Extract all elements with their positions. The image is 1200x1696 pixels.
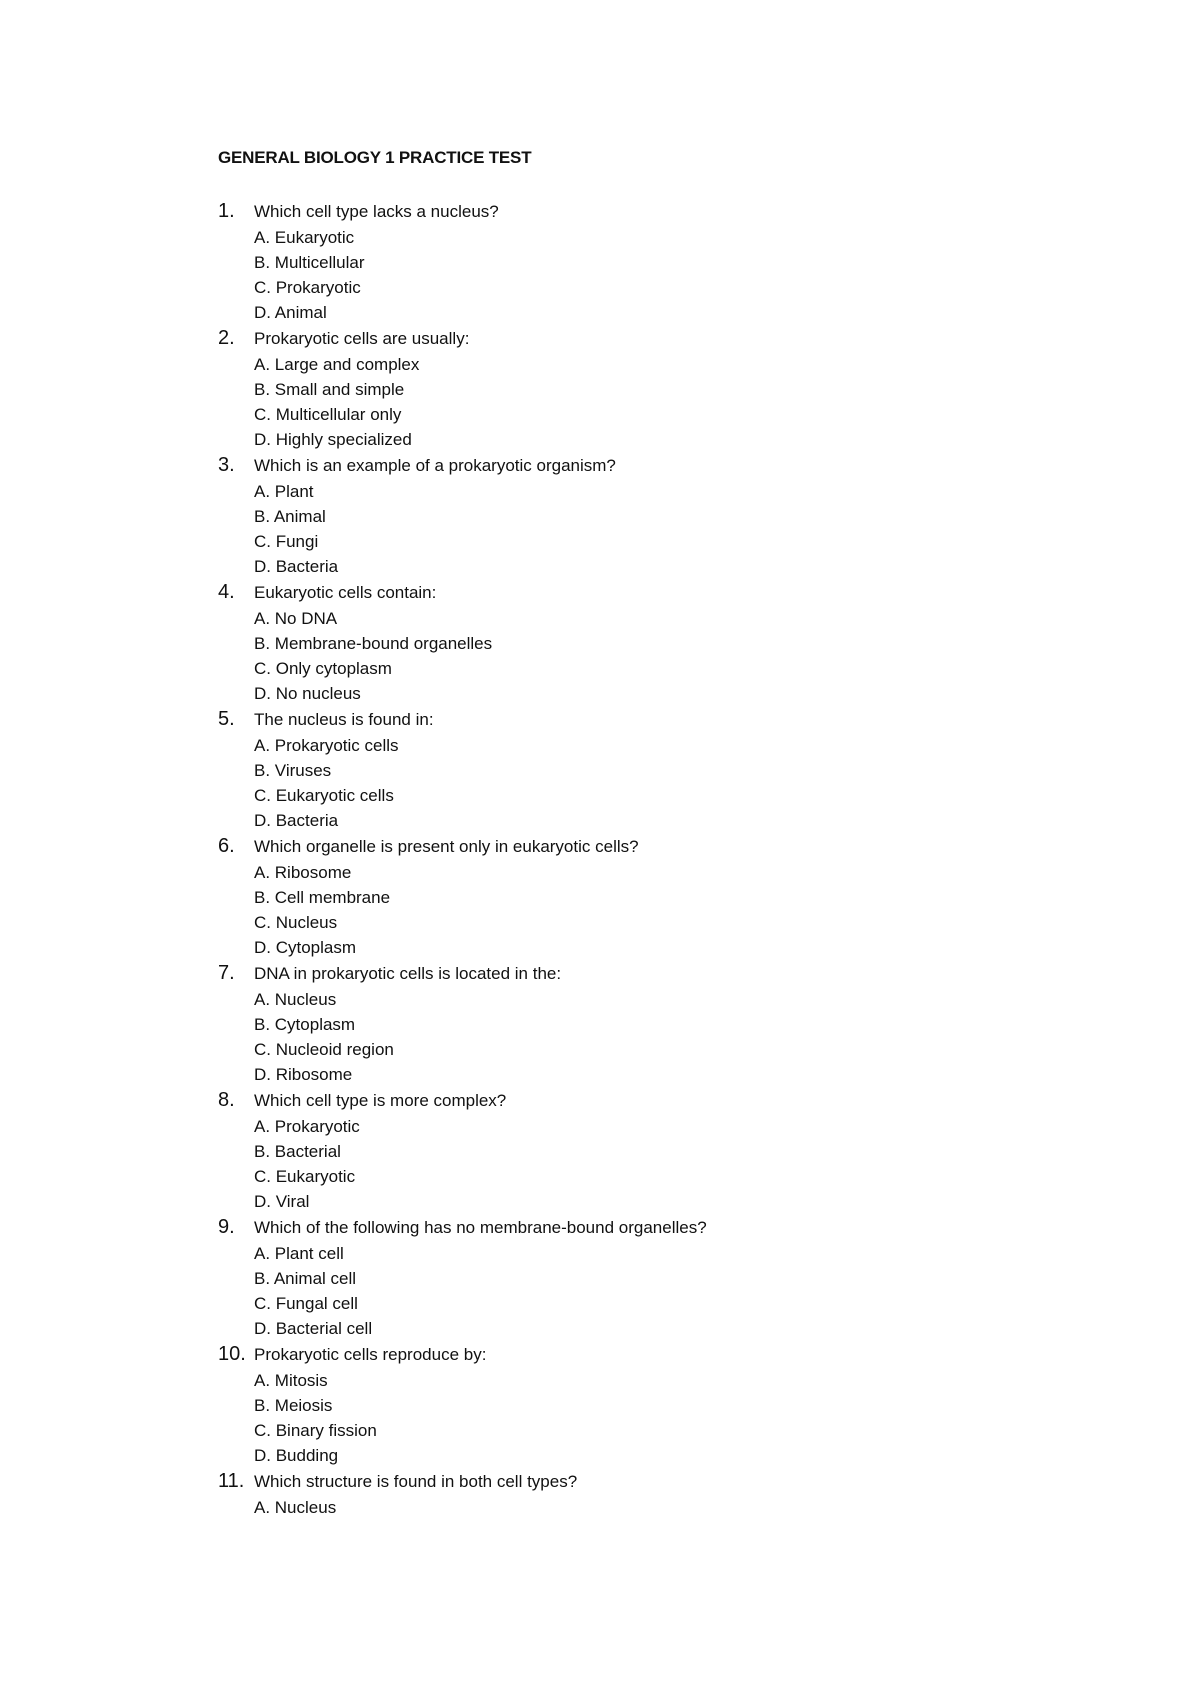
question-line: [218, 1468, 1118, 1495]
answer-option: D. Cytoplasm: [254, 938, 357, 957]
answer-option: D. No nucleus: [254, 684, 361, 703]
question-line: [218, 198, 1118, 225]
answer-option: C. Fungi: [254, 532, 319, 551]
answer-option: C. Fungal cell: [254, 1294, 358, 1313]
document-title: GENERAL BIOLOGY 1 PRACTICE TEST: [218, 148, 532, 167]
answer-option: C. Nucleoid region: [254, 1040, 394, 1059]
question-line: [218, 452, 1118, 479]
answer-option: C. Prokaryotic: [254, 278, 361, 297]
question-text: Which cell type lacks a nucleus?: [254, 202, 499, 221]
answer-option: A. No DNA: [254, 609, 338, 628]
answer-option: D. Animal: [254, 303, 327, 322]
answer-option: A. Prokaryotic cells: [254, 736, 399, 755]
question-number: 6.: [218, 835, 235, 857]
answer-option: B. Meiosis: [254, 1396, 333, 1415]
answer-option: B. Bacterial: [254, 1142, 341, 1161]
answer-option: B. Cell membrane: [254, 888, 391, 907]
question-item: [218, 1468, 1118, 1520]
question-line: [218, 579, 1118, 606]
question-item: [218, 960, 1118, 1087]
question-item: [218, 833, 1118, 960]
question-number: 9.: [218, 1216, 235, 1238]
answer-option: C. Eukaryotic: [254, 1167, 356, 1186]
question-number: 1.: [218, 200, 235, 222]
question-line: [218, 1341, 1118, 1368]
question-text: Which of the following has no membrane-bound organelles?: [254, 1218, 707, 1237]
question-text: Prokaryotic cells reproduce by:: [254, 1345, 487, 1364]
answer-option: C. Only cytoplasm: [254, 659, 392, 678]
question-number: 11.: [218, 1470, 245, 1492]
answer-option: B. Animal cell: [254, 1269, 357, 1288]
question-line: [218, 1087, 1118, 1114]
question-line: [218, 706, 1118, 733]
answer-option: B. Multicellular: [254, 253, 365, 272]
answer-option: B. Small and simple: [254, 380, 405, 399]
question-item: [218, 1087, 1118, 1214]
answer-option: C. Binary fission: [254, 1421, 377, 1440]
question-text: Prokaryotic cells are usually:: [254, 329, 470, 348]
answer-option: D. Bacterial cell: [254, 1319, 373, 1338]
question-text: Which structure is found in both cell types?: [254, 1472, 578, 1491]
answer-option: D. Highly specialized: [254, 430, 412, 449]
answer-option: D. Bacteria: [254, 811, 339, 830]
question-list: [218, 198, 1118, 1520]
question-text: Eukaryotic cells contain:: [254, 583, 437, 602]
question-item: [218, 198, 1118, 325]
question-number: 7.: [218, 962, 235, 984]
answer-option: B. Animal: [254, 507, 326, 526]
question-line: [218, 833, 1118, 860]
answer-option: A. Eukaryotic: [254, 228, 355, 247]
question-number: 8.: [218, 1089, 235, 1111]
answer-option: D. Budding: [254, 1446, 339, 1465]
question-text: The nucleus is found in:: [254, 710, 434, 729]
question-item: [218, 1214, 1118, 1341]
question-number: 10.: [218, 1343, 246, 1365]
answer-option: C. Multicellular only: [254, 405, 402, 424]
question-number: 5.: [218, 708, 235, 730]
question-text: DNA in prokaryotic cells is located in the:: [254, 964, 562, 983]
answer-option: C. Eukaryotic cells: [254, 786, 394, 805]
question-text: Which is an example of a prokaryotic organism?: [254, 456, 616, 475]
answer-option: D. Viral: [254, 1192, 310, 1211]
answer-option: D. Bacteria: [254, 557, 339, 576]
answer-option: A. Nucleus: [254, 1498, 337, 1517]
answer-option: A. Mitosis: [254, 1371, 328, 1390]
question-text: Which cell type is more complex?: [254, 1091, 507, 1110]
question-line: [218, 1214, 1118, 1241]
question-item: [218, 452, 1118, 579]
question-item: [218, 1341, 1118, 1468]
answer-option: B. Viruses: [254, 761, 332, 780]
answer-option: C. Nucleus: [254, 913, 338, 932]
question-item: [218, 706, 1118, 833]
answer-option: A. Nucleus: [254, 990, 337, 1009]
answer-option: D. Ribosome: [254, 1065, 353, 1084]
question-line: [218, 325, 1118, 352]
answer-option: A. Plant cell: [254, 1244, 344, 1263]
answer-option: A. Large and complex: [254, 355, 420, 374]
answer-option: B. Cytoplasm: [254, 1015, 356, 1034]
question-line: [218, 960, 1118, 987]
question-number: 3.: [218, 454, 235, 476]
question-number: 2.: [218, 327, 235, 349]
question-number: 4.: [218, 581, 235, 603]
answer-option: A. Plant: [254, 482, 314, 501]
question-item: [218, 325, 1118, 452]
answer-option: A. Prokaryotic: [254, 1117, 360, 1136]
question-item: [218, 579, 1118, 706]
answer-option: A. Ribosome: [254, 863, 352, 882]
question-text: Which organelle is present only in eukaryotic cells?: [254, 837, 639, 856]
answer-option: B. Membrane-bound organelles: [254, 634, 493, 653]
